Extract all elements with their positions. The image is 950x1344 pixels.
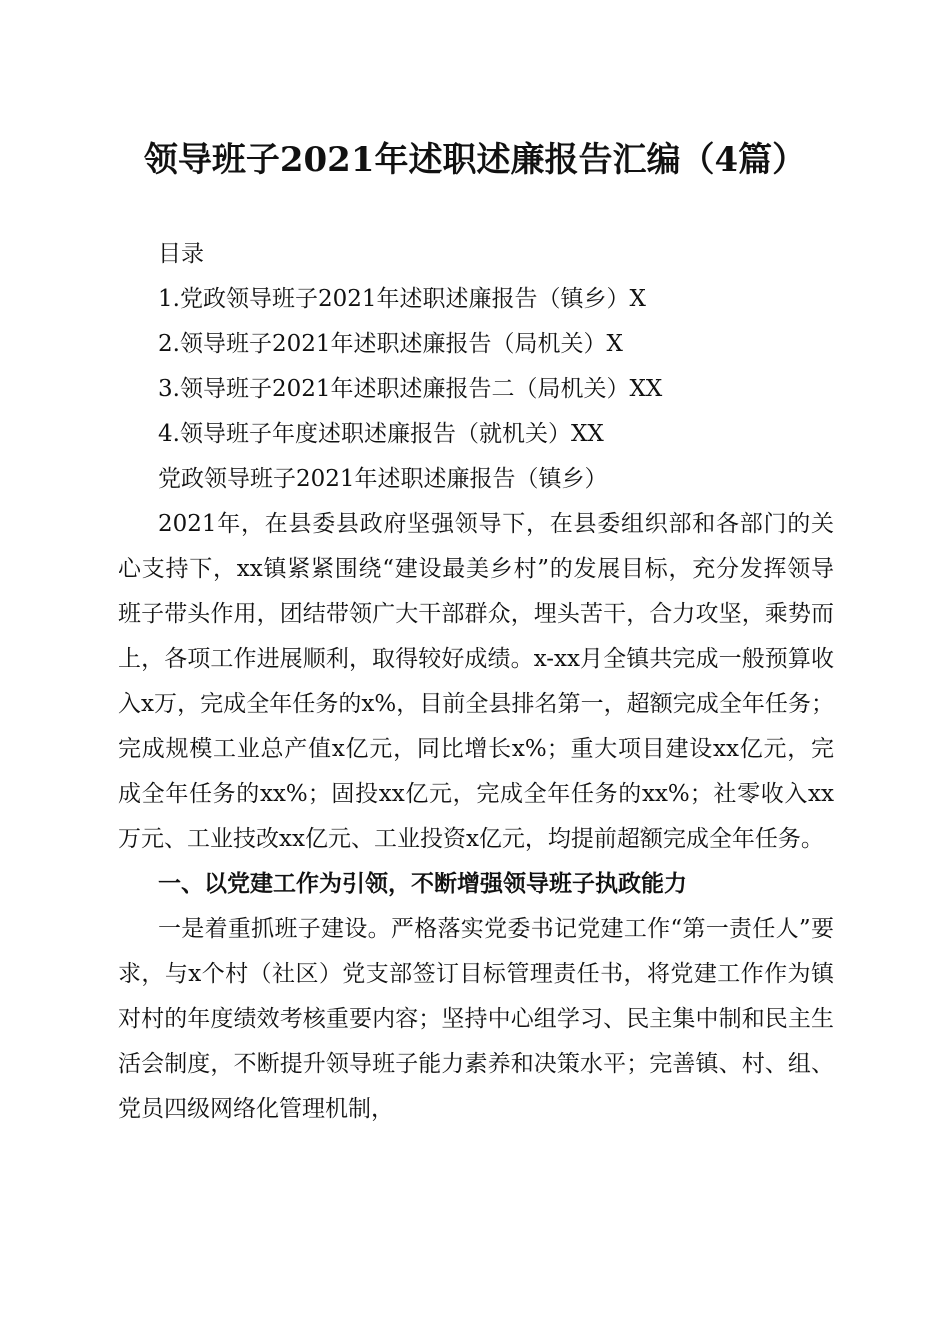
toc-item-1: 1.党政领导班子2021年述职述廉报告（镇乡）X	[158, 286, 646, 312]
toc-item-3: 3.领导班子2021年述职述廉报告二（局机关）XX	[158, 376, 663, 402]
intro-paragraph: 2021年，在县委县政府坚强领导下，在县委组织部和各部门的关心支持下，xx镇紧紧围绕“建设最美乡村”的发展目标，充分发挥领导班子带头作用，团结带领广大干部群众，埋头苦干，合力攻坚，乘势而上，各项工作进展顺利，取得较好成绩。x-xx月全镇共完成一般预算收入x万，完成全年任务的x%，目前全县排名第一，超额完成全年任务；完成规模工业总产值x亿元，同比增长x%；重大项目建设xx亿元，完成全年任务的xx%；固投xx亿元，完成全年任务的xx%；社零收入xx万元、工业技改xx亿元、工业投资x亿元，均提前超额完成全年任务。	[118, 511, 834, 852]
toc-item-2: 2.领导班子2021年述职述廉报告（局机关）X	[158, 331, 623, 357]
paragraph-1-lead: 一是着重抓班子建设。	[158, 916, 391, 942]
document-body	[118, 232, 834, 1132]
toc-label: 目录	[158, 241, 204, 267]
document-title: 领导班子2021年述职述廉报告汇编（4篇）	[143, 140, 807, 180]
paragraph-1	[118, 907, 834, 1132]
section-title: 党政领导班子2021年述职述廉报告（镇乡）	[158, 466, 608, 492]
toc-item-4: 4.领导班子年度述职述廉报告（就机关）XX	[158, 421, 604, 447]
paragraph-1-body: 严格落实党委书记党建工作“第一责任人”要求，与x个村（社区）党支部签订目标管理责任书，将党建工作作为镇对村的年度绩效考核重要内容；坚持中心组学习、民主集中制和民主生活会制度，不断提升领导班子能力素养和决策水平；完善镇、村、组、党员四级网络化管理机制，	[118, 916, 834, 1122]
section-heading-1: 一、以党建工作为引领，不断增强领导班子执政能力	[158, 871, 687, 897]
